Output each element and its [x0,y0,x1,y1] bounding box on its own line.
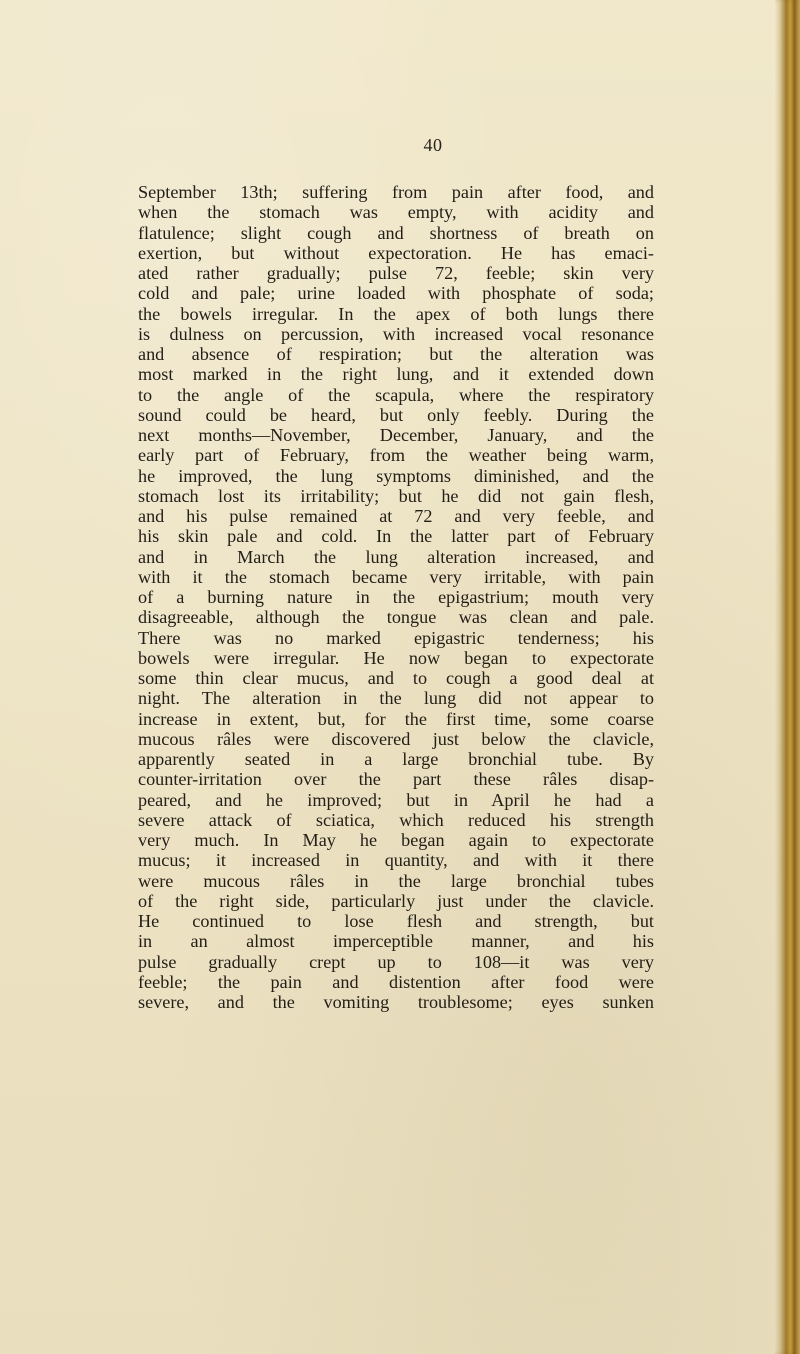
text-line: cold and pale; urine loaded with phosphate of soda; [138,283,654,304]
text-line: he improved, the lung symptoms diminished, and the [138,465,654,486]
text-line: apparently seated in a large bronchial tube. By [138,749,654,769]
text-line: is dulness on percussion, with increased vocal resonance [138,323,654,344]
text-line: ated rather gradually; pulse 72, feeble; skin very [138,263,654,283]
text-line: some thin clear mucus, and to cough a good deal at [138,668,654,688]
text-line: his skin pale and cold. In the latter part of February [138,526,654,547]
text-line: increase in extent, but, for the first time, some coarse [138,708,654,729]
text-line: most marked in the right lung, and it extended down [138,364,654,385]
text-line: disagreeable, although the tongue was clean and pale. [138,607,654,628]
text-line: and his pulse remained at 72 and very feeble, and [138,506,654,526]
text-line: very much. In May he began again to expectorate [138,830,654,850]
text-line: to the angle of the scapula, where the respiratory [138,384,654,405]
text-line: were mucous râles in the large bronchial tubes [138,870,654,891]
text-line: sound could be heard, but only feebly. During the [138,404,654,425]
text-line: peared, and he improved; but in April he had a [138,789,654,810]
text-line: counter-irritation over the part these râles disap- [138,769,654,790]
text-line: in an almost imperceptible manner, and his [138,931,654,952]
body-text [138,182,654,1012]
text-line: pulse gradually crept up to 108—it was very [138,951,654,972]
text-line: flatulence; slight cough and shortness of breath on [138,222,654,243]
text-line: of a burning nature in the epigastrium; mouth very [138,587,654,607]
text-line: early part of February, from the weather being warm, [138,445,654,466]
text-line: the bowels irregular. In the apex of both lungs there [138,303,654,324]
text-line: mucus; it increased in quantity, and with it there [138,850,654,871]
text-line: stomach lost its irritability; but he did not gain flesh, [138,485,654,506]
text-line: There was no marked epigastric tenderness; his [138,627,654,648]
text-line: He continued to lose flesh and strength, but [138,911,654,931]
text-line: with it the stomach became very irritable, with pain [138,566,654,587]
text-line: September 13th; suffering from pain after food, and [138,182,654,202]
page-edge-shadow [775,0,800,1354]
text-line: bowels were irregular. He now began to expectorate [138,647,654,668]
text-line: exertion, but without expectoration. He has emaci- [138,242,654,263]
text-line: of the right side, particularly just under the clavicle. [138,890,654,911]
text-line: and absence of respiration; but the alteration was [138,344,654,364]
text-line: severe attack of sciatica, which reduced his strength [138,809,654,830]
text-line: severe, and the vomiting troublesome; eyes sunken [138,992,654,1012]
text-line: next months—November, December, January, and the [138,425,654,445]
text-line: mucous râles were discovered just below the clavicle, [138,728,654,749]
page-number: 40 [423,135,443,155]
text-line: night. The alteration in the lung did not appear to [138,688,654,709]
text-line: when the stomach was empty, with acidity and [138,202,654,223]
text-line: feeble; the pain and distention after food were [138,971,654,992]
text-line: and in March the lung alteration increased, and [138,546,654,567]
